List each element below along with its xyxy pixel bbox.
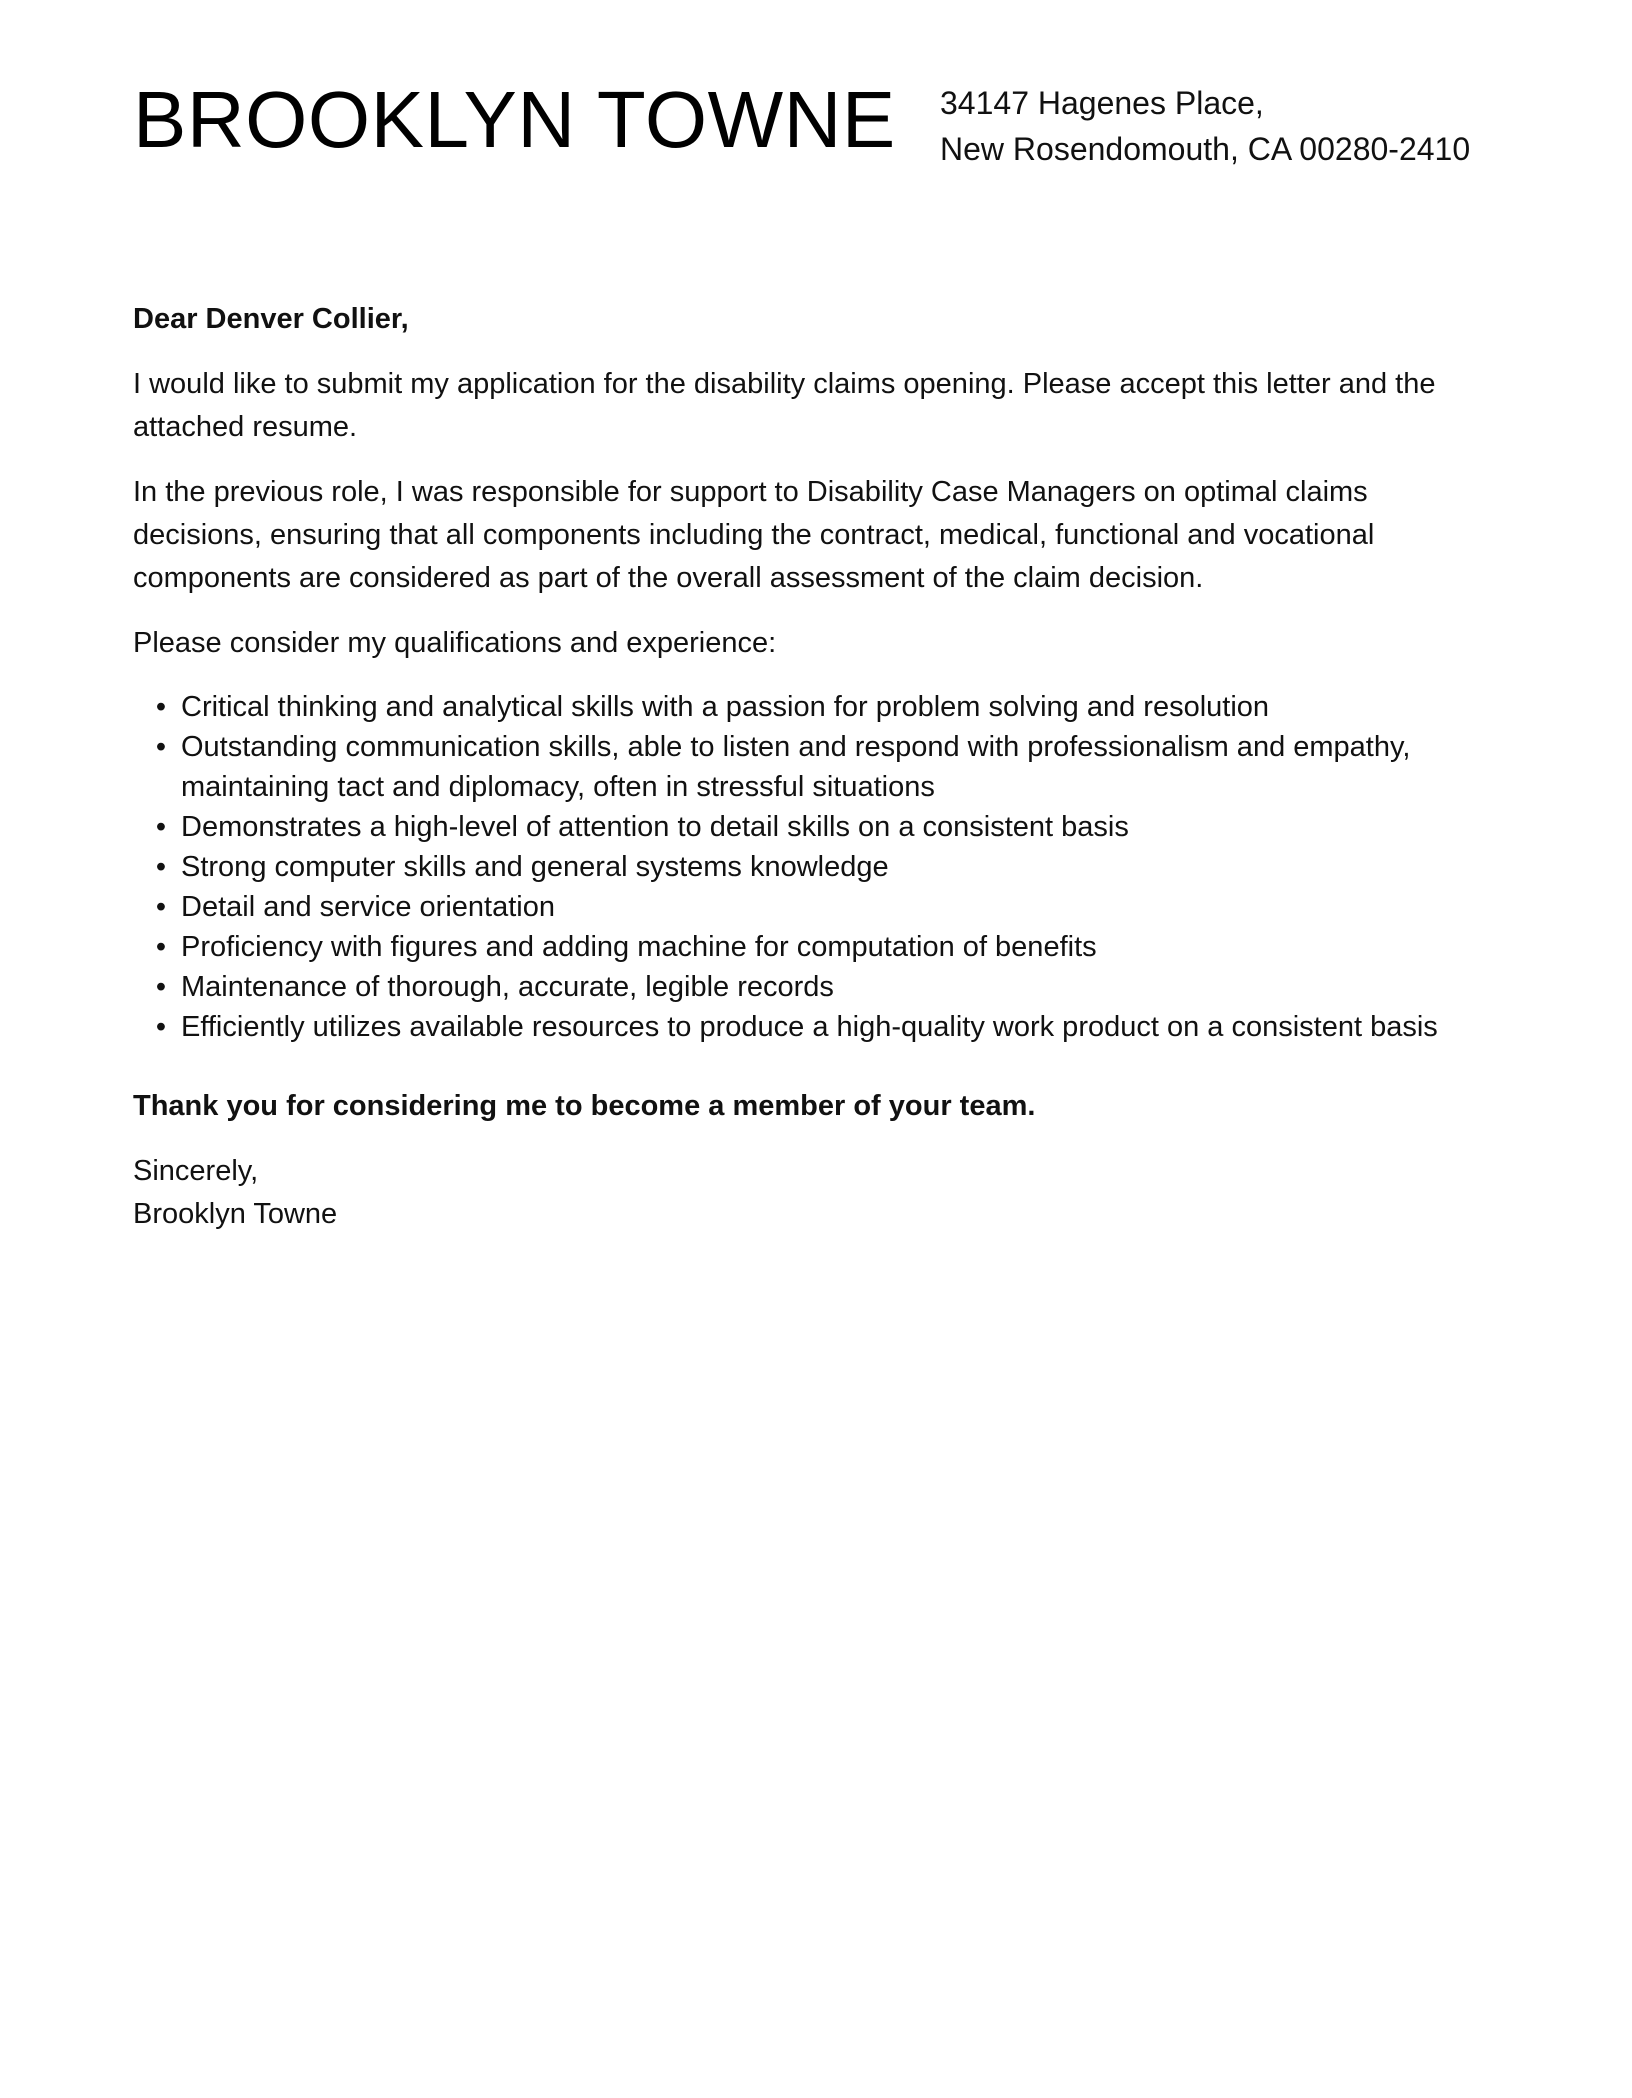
bullet-icon: •	[155, 971, 167, 1003]
experience-paragraph: In the previous role, I was responsible for support to Disability Case Managers on optimal claims decisions, ensuring that all components including the contract, medical, functional and vocational components are considered as part of the overall assessment of the claim decision.	[133, 476, 1375, 594]
list-item	[155, 687, 1503, 727]
salutation: Dear Denver Collier,	[133, 303, 409, 335]
letter-body	[133, 298, 1503, 1236]
applicant-address	[940, 80, 1470, 172]
list-item-text: Maintenance of thorough, accurate, legible records	[181, 971, 834, 1003]
list-item-text: Strong computer skills and general systems knowledge	[181, 851, 889, 883]
signoff-block	[133, 1150, 1503, 1236]
list-item	[155, 727, 1503, 807]
list-item-text: Critical thinking and analytical skills with a passion for problem solving and resolution	[181, 691, 1270, 723]
list-item-text: Proficiency with figures and adding machine for computation of benefits	[181, 931, 1097, 963]
bullet-icon: •	[155, 931, 167, 963]
closing-statement: Thank you for considering me to become a member of your team.	[133, 1090, 1036, 1122]
bullet-icon: •	[155, 691, 167, 723]
list-item	[155, 847, 1503, 887]
list-item-text: Efficiently utilizes available resources to produce a high-quality work product on a consistent basis	[181, 1011, 1438, 1043]
qualifications-intro: Please consider my qualifications and experience:	[133, 627, 777, 659]
list-item	[155, 807, 1503, 847]
list-item	[155, 887, 1503, 927]
list-item	[155, 967, 1503, 1007]
list-item-text: Outstanding communication skills, able to listen and respond with professionalism and empathy, maintaining tact and diplomacy, often in stressful situations	[181, 731, 1411, 803]
bullet-icon: •	[155, 891, 167, 923]
bullet-icon: •	[155, 731, 167, 763]
applicant-name: BROOKLYN TOWNE	[133, 75, 896, 164]
list-item-text: Demonstrates a high-level of attention to detail skills on a consistent basis	[181, 811, 1129, 843]
bullet-icon: •	[155, 1011, 167, 1043]
list-item	[155, 927, 1503, 967]
intro-paragraph: I would like to submit my application for the disability claims opening. Please accept this letter and the attached resume.	[133, 368, 1436, 443]
bullet-icon: •	[155, 811, 167, 843]
bullet-icon: •	[155, 851, 167, 883]
address-line-2: New Rosendomouth, CA 00280-2410	[940, 131, 1471, 167]
signoff: Sincerely,	[133, 1155, 259, 1187]
address-line-1: 34147 Hagenes Place,	[940, 85, 1264, 121]
qualifications-list	[133, 687, 1503, 1047]
signature-name: Brooklyn Towne	[133, 1198, 338, 1230]
letter-header	[133, 72, 1503, 182]
list-item	[155, 1007, 1503, 1047]
list-item-text: Detail and service orientation	[181, 891, 555, 923]
